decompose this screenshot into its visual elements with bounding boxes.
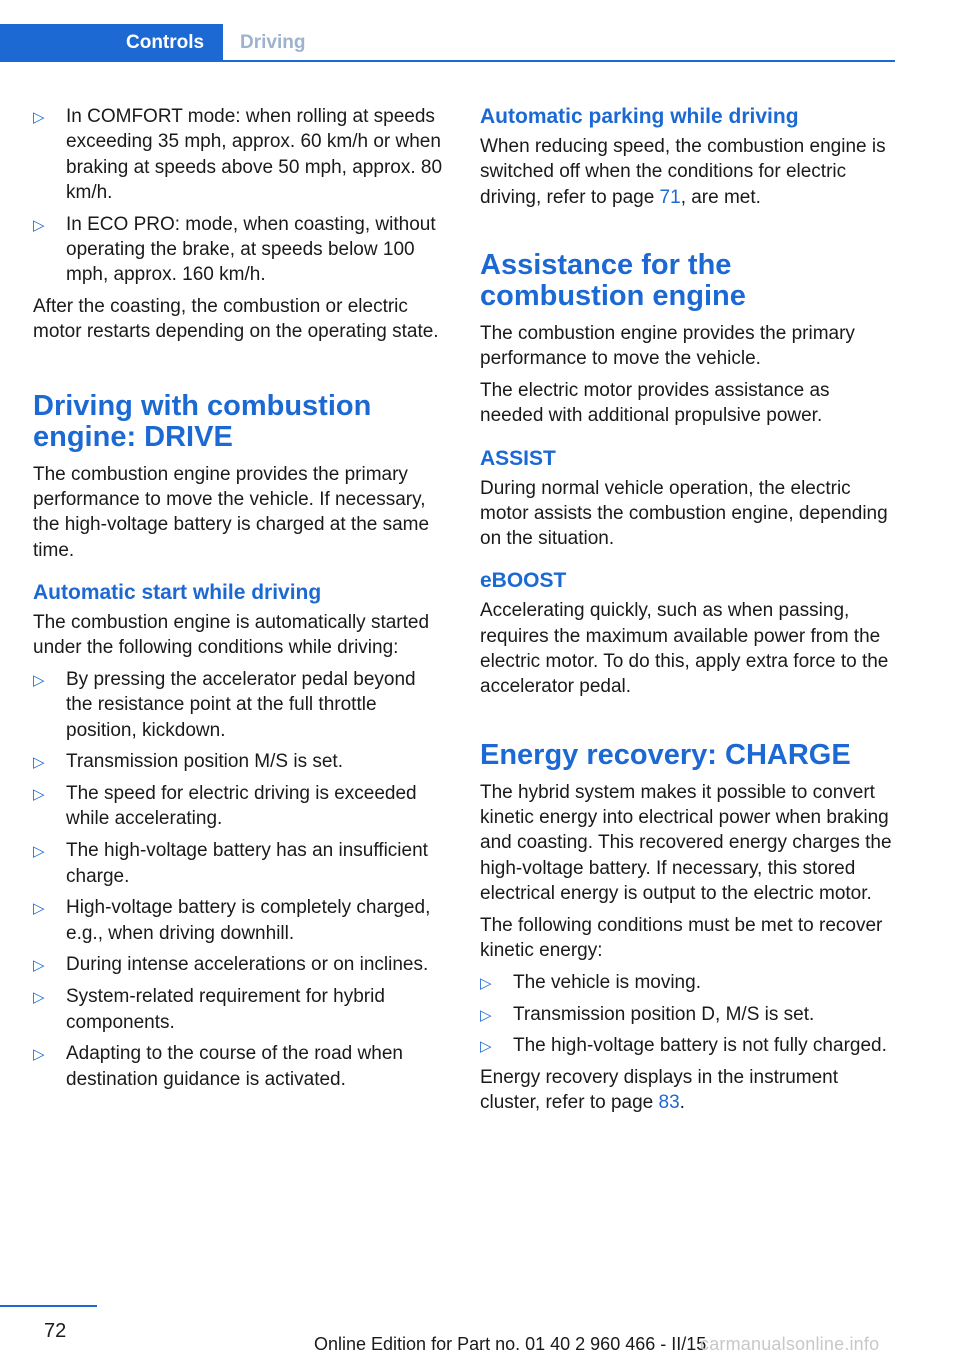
left-column	[33, 104, 443, 1098]
heading-eboost: eBOOST	[480, 569, 567, 593]
parking-paragraph: When reducing speed, the combustion engine is switched off when the conditions for electric driving, refer to page 71, are met.	[480, 136, 886, 208]
edition-text: Online Edition for Part no. 01 40 2 960 466 - II/15	[314, 1334, 707, 1354]
recovery-conditions-list	[480, 970, 895, 1059]
heading-driving-combustion: Driving with combustion engine: DRIVE	[33, 389, 372, 453]
list-item: ▷ High-voltage battery is completely charged, e.g., when driving downhill.	[33, 897, 431, 944]
watermark: carmanualsonline.info	[700, 1334, 880, 1354]
assist-paragraph-3: During normal vehicle operation, the electric motor assists the combustion engine, depending on the situation.	[480, 477, 888, 550]
triangle-bullet-icon: ▷	[33, 1045, 45, 1064]
heading-assistance: Assistance for the combustion engine	[480, 248, 746, 312]
coasting-paragraph: After the coasting, the combustion or electric motor restarts depending on the operating state.	[33, 296, 439, 343]
assist-paragraph-2: The electric motor provides assistance as needed with additional propulsive power.	[480, 379, 830, 427]
triangle-bullet-icon: ▷	[33, 215, 45, 234]
page-link-83[interactable]: 83	[658, 1092, 680, 1114]
drive-paragraph: The combustion engine provides the primary performance to move the vehicle. If necessary, the high-voltage battery is charged at the same time.	[33, 463, 430, 561]
triangle-bullet-icon: ▷	[33, 899, 45, 918]
header-rule	[0, 60, 895, 62]
triangle-bullet-icon: ▷	[480, 1005, 492, 1024]
tab-controls-label: Controls	[126, 32, 205, 53]
page-number: 72	[44, 1320, 67, 1342]
list-item: ▷ The vehicle is moving.	[480, 970, 895, 995]
list-item: ▷ During intense accelerations or on inclines.	[33, 952, 443, 977]
heading-automatic-start: Automatic start while driving	[33, 580, 322, 604]
list-item: ▷ In COMFORT mode: when rolling at speeds exceeding 35 mph, approx. 60 km/h or when braking at speeds above 50 mph, approx. 80 km/h.	[33, 106, 443, 203]
page-header	[0, 0, 895, 62]
list-item: ▷ The high-voltage battery is not fully charged.	[480, 1033, 895, 1058]
page-link-71[interactable]: 71	[659, 186, 681, 208]
list-item: ▷ In ECO PRO: mode, when coasting, without operating the brake, at speeds below 100 mph, approx. 160 km/h.	[33, 213, 436, 286]
triangle-bullet-icon: ▷	[33, 956, 45, 975]
triangle-bullet-icon: ▷	[480, 973, 492, 992]
auto-start-conditions-list	[33, 667, 443, 1092]
list-item: ▷ System-related requirement for hybrid components.	[33, 986, 385, 1033]
footer-rule	[0, 1305, 97, 1307]
triangle-bullet-icon: ▷	[33, 753, 45, 772]
list-item: ▷ By pressing the accelerator pedal beyond the resistance point at the full throttle position, kickdown.	[33, 668, 416, 741]
triangle-bullet-icon: ▷	[33, 108, 45, 126]
display-paragraph: Energy recovery displays in the instrument cluster, refer to page 83.	[480, 1067, 838, 1114]
triangle-bullet-icon: ▷	[480, 1037, 492, 1056]
list-item: ▷ The high-voltage battery has an insufficient charge.	[33, 840, 428, 887]
triangle-bullet-icon: ▷	[33, 842, 45, 861]
tab-controls[interactable]	[0, 24, 223, 62]
list-item: ▷ Adapting to the course of the road when destination guidance is activated.	[33, 1043, 403, 1090]
right-column	[480, 104, 895, 1122]
triangle-bullet-icon: ▷	[33, 670, 45, 689]
charge-paragraph-2: The following conditions must be met to recover kinetic energy:	[480, 914, 883, 961]
tab-driving[interactable]	[240, 24, 305, 62]
list-item: ▷ Transmission position M/S is set.	[33, 749, 443, 774]
auto-start-paragraph: The combustion engine is automatically started under the following conditions while driving:	[33, 611, 430, 659]
tab-driving-label: Driving	[240, 32, 306, 53]
heading-assist: ASSIST	[480, 446, 556, 470]
heading-energy-recovery: Energy recovery: CHARGE	[480, 738, 851, 771]
list-item: ▷ The speed for electric driving is exceeded while accelerating.	[33, 783, 417, 830]
list-item: ▷ Transmission position D, M/S is set.	[480, 1002, 895, 1027]
comfort-eco-list	[33, 104, 443, 288]
eboost-paragraph: Accelerating quickly, such as when passing, requires the maximum available power from the electric motor. To do this, apply extra force to the accelerator pedal.	[480, 600, 889, 698]
triangle-bullet-icon: ▷	[33, 785, 45, 804]
heading-automatic-parking: Automatic parking while driving	[480, 105, 799, 128]
charge-paragraph-1: The hybrid system makes it possible to convert kinetic energy into electrical power when braking and coasting. This recovered energy charges the high-voltage battery. If necessary, this stored electrical energy is output to the electric motor.	[480, 781, 892, 904]
assist-paragraph-1: The combustion engine provides the primary performance to move the vehicle.	[480, 322, 855, 370]
triangle-bullet-icon: ▷	[33, 988, 45, 1007]
